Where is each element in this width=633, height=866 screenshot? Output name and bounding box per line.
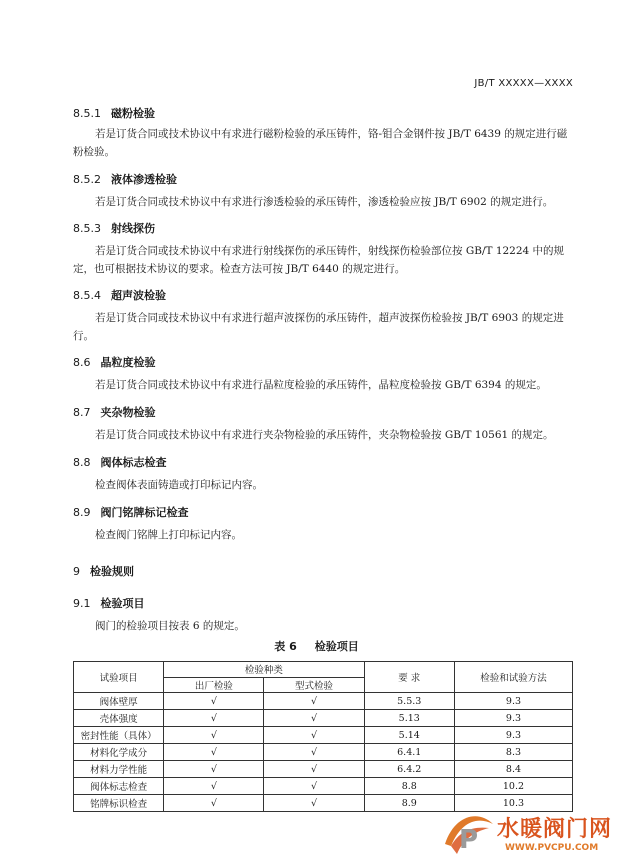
section-paragraph-9-1: 阀门的检验项目按表 6 的规定。: [95, 620, 245, 632]
table-row: [74, 710, 573, 727]
cell-type-test: √: [264, 727, 364, 744]
table-row: [74, 761, 573, 778]
cell-item: 壳体强度: [74, 710, 164, 727]
cell-type-test: √: [264, 744, 364, 761]
section-number: 8.9: [73, 506, 91, 519]
section-number: 9.1: [73, 597, 91, 610]
cell-type-test: √: [264, 761, 364, 778]
header-factory-inspection: 出厂检验: [164, 677, 264, 693]
inspection-items-table: [73, 661, 573, 812]
cell-item: 阀体壁厚: [74, 693, 164, 710]
section-title: 阀门铭牌标记检查: [100, 506, 189, 519]
header-type-test: 型式检验: [264, 677, 364, 693]
cell-factory: √: [164, 778, 264, 795]
section-paragraph-8-9: 检查阀门铭牌上打印标记内容。: [95, 529, 242, 541]
section-heading-8-6: [73, 354, 156, 370]
cell-requirement: 5.14: [364, 727, 454, 744]
section-number: 8.7: [73, 406, 91, 419]
table-row: [74, 744, 573, 761]
section-heading-8-5-2: [73, 171, 177, 187]
section-paragraph-8-5-4: 若是订货合同或技术协议中有求进行超声波探伤的承压铸件，超声波探伤检验按 JB/T 6903 的规定进行。: [73, 312, 564, 342]
cell-method: 9.3: [454, 693, 572, 710]
cell-requirement: 5.5.3: [364, 693, 454, 710]
standard-code: JB/T XXXXX—XXXX: [474, 78, 573, 89]
section-title: 检验规则: [90, 565, 134, 578]
section-title: 磁粉检验: [111, 107, 155, 120]
cell-factory: √: [164, 693, 264, 710]
cell-type-test: √: [264, 710, 364, 727]
cell-method: 9.3: [454, 727, 572, 744]
section-title: 晶粒度检验: [100, 356, 156, 369]
site-watermark: [437, 802, 627, 862]
section-number: 8.8: [73, 456, 91, 469]
header-inspection-type: 检验种类: [164, 662, 364, 678]
cell-requirement: 8.8: [364, 778, 454, 795]
section-heading-9-1: [73, 595, 145, 611]
section-paragraph-8-6: 若是订货合同或技术协议中有求进行晶粒度检验的承压铸件，晶粒度检验按 GB/T 6394 的规定。: [95, 379, 547, 391]
header-method: 检验和试验方法: [454, 662, 572, 693]
section-heading-9: [73, 563, 134, 579]
header-item: 试验项目: [74, 662, 164, 693]
section-title: 射线探伤: [111, 222, 155, 235]
section-number: 8.5.2: [73, 173, 101, 186]
cell-item: 阀体标志检查: [74, 778, 164, 795]
section-title: 阀体标志检查: [100, 456, 167, 469]
table-caption-title: 检验项目: [314, 640, 359, 653]
section-number: 8.5.4: [73, 289, 101, 302]
table-caption: [0, 638, 633, 654]
cell-method: 9.3: [454, 710, 572, 727]
cell-method: 10.2: [454, 778, 572, 795]
section-title: 液体渗透检验: [111, 173, 177, 186]
cell-item: 材料化学成分: [74, 744, 164, 761]
cell-factory: √: [164, 710, 264, 727]
section-number: 8.5.3: [73, 222, 101, 235]
section-title: 超声波检验: [111, 289, 166, 302]
section-heading-8-9: [73, 504, 189, 520]
cell-item: 铭牌标识检查: [74, 795, 164, 812]
table-row: [74, 727, 573, 744]
cell-factory: √: [164, 744, 264, 761]
cell-method: 8.4: [454, 761, 572, 778]
section-heading-8-5-4: [73, 287, 166, 303]
cell-method: 10.3: [454, 795, 572, 812]
section-heading-8-7: [73, 404, 156, 420]
cell-requirement: 8.9: [364, 795, 454, 812]
cell-requirement: 6.4.1: [364, 744, 454, 761]
logo-letter: P: [459, 825, 479, 855]
cell-type-test: √: [264, 795, 364, 812]
section-title: 检验项目: [100, 597, 145, 610]
watermark-text: 水暖阀门网: [497, 817, 613, 842]
section-heading-8-5-1: [73, 105, 155, 121]
cell-requirement: 5.13: [364, 710, 454, 727]
cell-method: 8.3: [454, 744, 572, 761]
section-heading-8-5-3: [73, 220, 155, 236]
section-paragraph-8-5-2: 若是订货合同或技术协议中有求进行渗透检验的承压铸件，渗透检验应按 JB/T 6902 的规定进行。: [95, 196, 554, 208]
cell-requirement: 6.4.2: [364, 761, 454, 778]
section-number: 8.5.1: [73, 107, 101, 120]
section-paragraph-8-5-1: 若是订货合同或技术协议中有求进行磁粉检验的承压铸件，铬-钼合金钢件按 JB/T 6439 的规定进行磁粉检验。: [73, 128, 568, 158]
cell-item: 密封性能（具体）: [74, 727, 164, 744]
section-paragraph-8-5-3: 若是订货合同或技术协议中有求进行射线探伤的承压铸件，射线探伤检验部位按 GB/T 12224 中的规定，也可根据技术协议的要求。检查方法可按 JB/T 6440 的规定进行。: [73, 245, 565, 275]
cell-type-test: √: [264, 693, 364, 710]
table-row: [74, 693, 573, 710]
cell-type-test: √: [264, 778, 364, 795]
watermark-url: WWW.PVCPU.COM: [505, 843, 599, 853]
pvcpu-logo-icon: [437, 802, 497, 862]
section-number: 9: [73, 565, 80, 578]
cell-factory: √: [164, 727, 264, 744]
cell-factory: √: [164, 761, 264, 778]
cell-factory: √: [164, 795, 264, 812]
section-paragraph-8-7: 若是订货合同或技术协议中有求进行夹杂物检验的承压铸件，夹杂物检验按 GB/T 10561 的规定。: [95, 429, 554, 441]
header-requirement: 要 求: [364, 662, 454, 693]
table-caption-number: 表 6: [274, 640, 297, 653]
table-row: [74, 778, 573, 795]
section-title: 夹杂物检验: [100, 406, 156, 419]
section-number: 8.6: [73, 356, 91, 369]
cell-item: 材料力学性能: [74, 761, 164, 778]
section-heading-8-8: [73, 454, 167, 470]
section-paragraph-8-8: 检查阀体表面铸造或打印标记内容。: [95, 479, 263, 491]
